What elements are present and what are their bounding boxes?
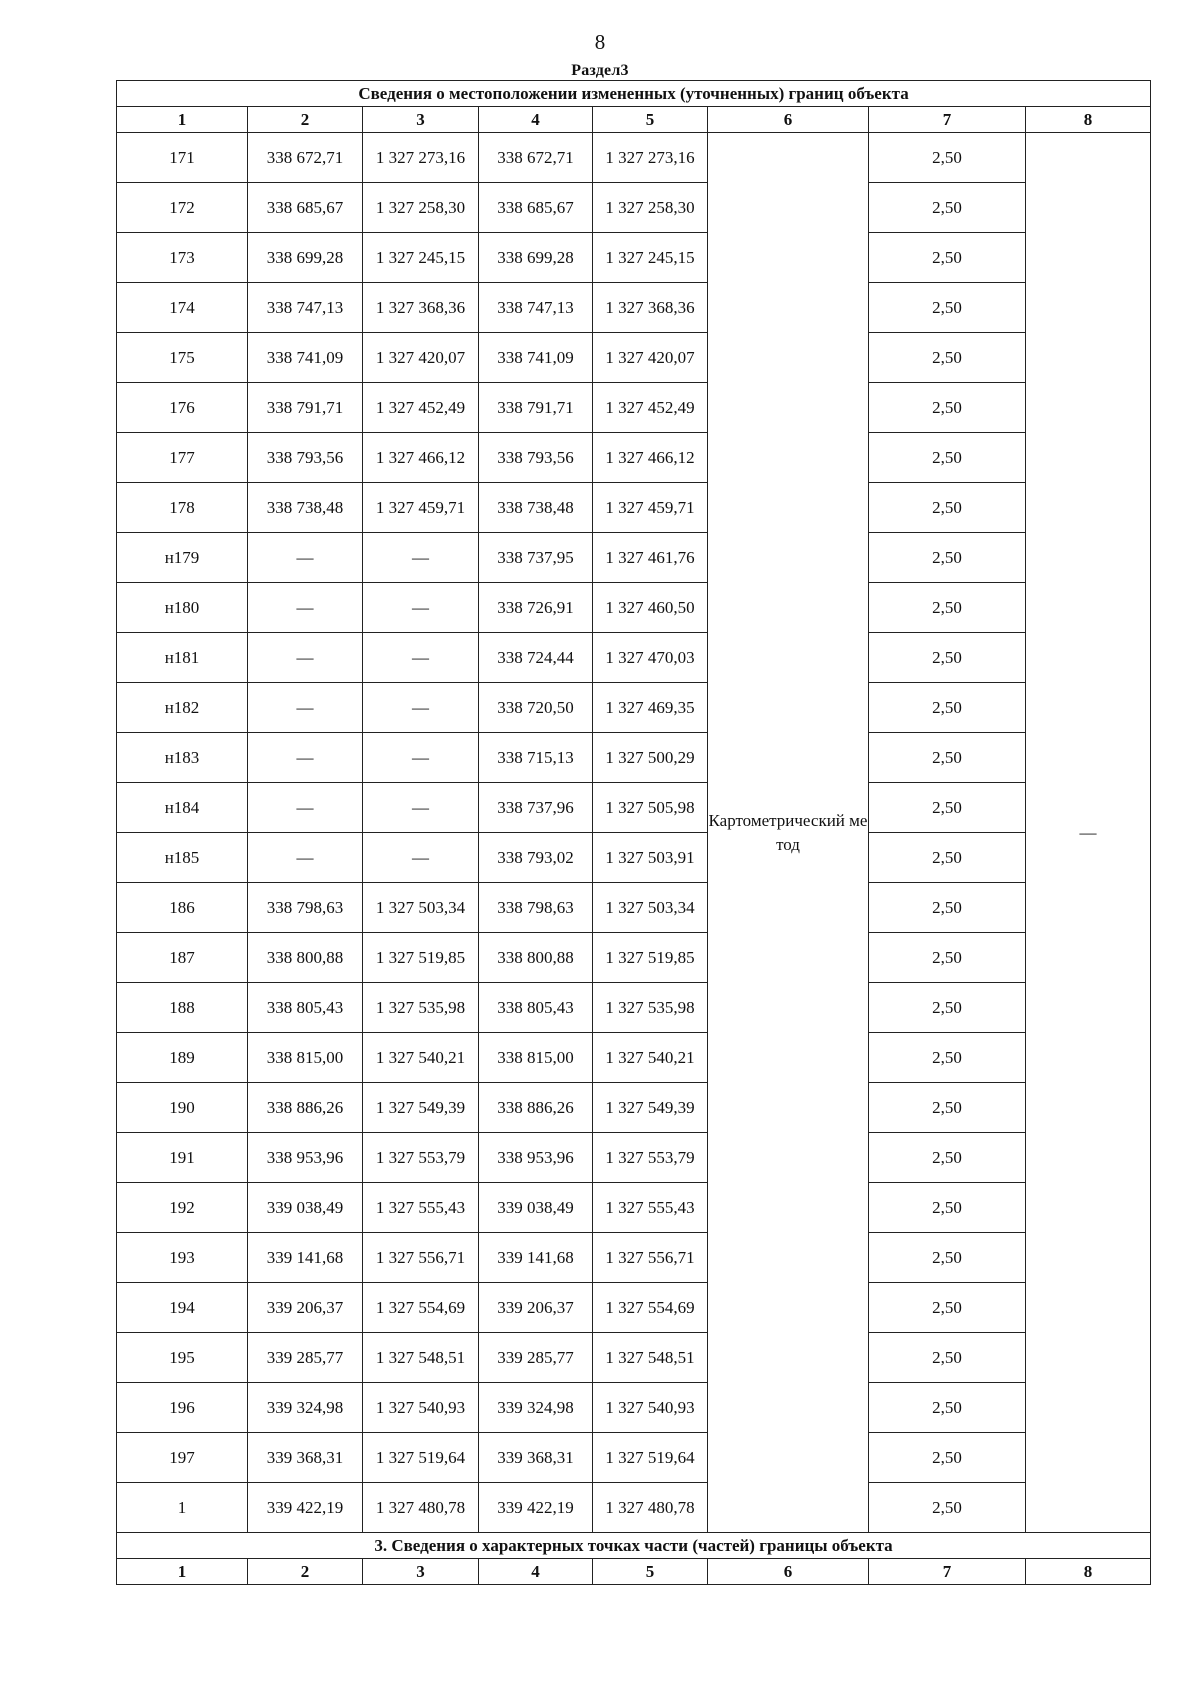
table-row: [117, 1383, 1151, 1433]
x-old-cell: 339 324,98: [248, 1383, 363, 1433]
accuracy-cell: 2,50: [869, 583, 1026, 633]
x-new-cell: 338 685,67: [479, 183, 593, 233]
y-old-cell: 1 327 555,43: [363, 1183, 479, 1233]
column-header: 6: [708, 107, 869, 133]
point-number-cell: 192: [117, 1183, 248, 1233]
point-number-cell: 191: [117, 1133, 248, 1183]
x-old-cell: 338 685,67: [248, 183, 363, 233]
point-number-cell: 1: [117, 1483, 248, 1533]
x-old-cell: 338 805,43: [248, 983, 363, 1033]
y-old-cell: 1 327 245,15: [363, 233, 479, 283]
y-new-cell: 1 327 519,64: [593, 1433, 708, 1483]
accuracy-cell: 2,50: [869, 383, 1026, 433]
table-row: [117, 1333, 1151, 1383]
column-header: 8: [1026, 1559, 1151, 1585]
accuracy-cell: 2,50: [869, 433, 1026, 483]
accuracy-cell: 2,50: [869, 1083, 1026, 1133]
point-number-cell: 190: [117, 1083, 248, 1133]
x-old-cell: 338 791,71: [248, 383, 363, 433]
x-old-cell: 339 422,19: [248, 1483, 363, 1533]
x-new-cell: 339 422,19: [479, 1483, 593, 1533]
table-row: [117, 133, 1151, 183]
point-number-cell: 178: [117, 483, 248, 533]
x-old-cell: —: [248, 783, 363, 833]
y-new-cell: 1 327 452,49: [593, 383, 708, 433]
x-old-cell: 339 038,49: [248, 1183, 363, 1233]
y-old-cell: 1 327 503,34: [363, 883, 479, 933]
y-old-cell: 1 327 452,49: [363, 383, 479, 433]
y-new-cell: 1 327 258,30: [593, 183, 708, 233]
y-new-cell: 1 327 535,98: [593, 983, 708, 1033]
y-old-cell: —: [363, 633, 479, 683]
x-new-cell: 338 699,28: [479, 233, 593, 283]
x-old-cell: 339 206,37: [248, 1283, 363, 1333]
table-row: [117, 733, 1151, 783]
point-number-cell: 196: [117, 1383, 248, 1433]
column-header: 2: [248, 1559, 363, 1585]
subsection-header-row: [117, 1559, 1151, 1585]
y-old-cell: —: [363, 783, 479, 833]
x-old-cell: 338 793,56: [248, 433, 363, 483]
table-row: [117, 1133, 1151, 1183]
y-old-cell: 1 327 273,16: [363, 133, 479, 183]
column-header: 7: [869, 107, 1026, 133]
x-new-cell: 338 791,71: [479, 383, 593, 433]
x-old-cell: 338 953,96: [248, 1133, 363, 1183]
x-old-cell: 338 886,26: [248, 1083, 363, 1133]
x-new-cell: 338 741,09: [479, 333, 593, 383]
y-new-cell: 1 327 503,34: [593, 883, 708, 933]
accuracy-cell: 2,50: [869, 1133, 1026, 1183]
y-old-cell: 1 327 549,39: [363, 1083, 479, 1133]
x-old-cell: —: [248, 683, 363, 733]
y-new-cell: 1 327 556,71: [593, 1233, 708, 1283]
accuracy-cell: 2,50: [869, 1283, 1026, 1333]
point-number-cell: 172: [117, 183, 248, 233]
accuracy-cell: 2,50: [869, 533, 1026, 583]
x-new-cell: 338 724,44: [479, 633, 593, 683]
y-old-cell: 1 327 553,79: [363, 1133, 479, 1183]
y-new-cell: 1 327 540,21: [593, 1033, 708, 1083]
point-number-cell: 176: [117, 383, 248, 433]
accuracy-cell: 2,50: [869, 1483, 1026, 1533]
column-header: 5: [593, 107, 708, 133]
x-new-cell: 338 798,63: [479, 883, 593, 933]
accuracy-cell: 2,50: [869, 633, 1026, 683]
y-old-cell: 1 327 540,21: [363, 1033, 479, 1083]
y-new-cell: 1 327 553,79: [593, 1133, 708, 1183]
x-new-cell: 338 747,13: [479, 283, 593, 333]
point-number-cell: 173: [117, 233, 248, 283]
point-number-cell: н182: [117, 683, 248, 733]
table-row: [117, 183, 1151, 233]
table-row: [117, 283, 1151, 333]
table-row: [117, 333, 1151, 383]
point-number-cell: 174: [117, 283, 248, 333]
y-old-cell: 1 327 459,71: [363, 483, 479, 533]
x-new-cell: 338 793,02: [479, 833, 593, 883]
x-old-cell: 338 699,28: [248, 233, 363, 283]
y-new-cell: 1 327 460,50: [593, 583, 708, 633]
accuracy-cell: 2,50: [869, 1433, 1026, 1483]
x-new-cell: 339 324,98: [479, 1383, 593, 1433]
point-number-cell: 195: [117, 1333, 248, 1383]
point-number-cell: 193: [117, 1233, 248, 1283]
column-header: 3: [363, 1559, 479, 1585]
column-header: 3: [363, 107, 479, 133]
point-number-cell: н184: [117, 783, 248, 833]
x-old-cell: 338 798,63: [248, 883, 363, 933]
x-new-cell: 339 285,77: [479, 1333, 593, 1383]
y-old-cell: 1 327 548,51: [363, 1333, 479, 1383]
section-title: Раздел3: [571, 62, 629, 79]
x-new-cell: 339 141,68: [479, 1233, 593, 1283]
y-new-cell: 1 327 554,69: [593, 1283, 708, 1333]
y-old-cell: 1 327 368,36: [363, 283, 479, 333]
point-number-cell: 175: [117, 333, 248, 383]
table-row: [117, 433, 1151, 483]
subsection-caption: 3. Сведения о характерных точках части (частей) границы объекта: [117, 1533, 1151, 1559]
note-cell: —: [1026, 133, 1151, 1533]
accuracy-cell: 2,50: [869, 933, 1026, 983]
point-number-cell: 177: [117, 433, 248, 483]
x-new-cell: 338 805,43: [479, 983, 593, 1033]
point-number-cell: 187: [117, 933, 248, 983]
point-number-cell: н181: [117, 633, 248, 683]
table-row: [117, 933, 1151, 983]
x-new-cell: 339 038,49: [479, 1183, 593, 1233]
table-row: [117, 783, 1151, 833]
x-new-cell: 339 368,31: [479, 1433, 593, 1483]
accuracy-cell: 2,50: [869, 483, 1026, 533]
y-old-cell: 1 327 480,78: [363, 1483, 479, 1533]
column-header: 2: [248, 107, 363, 133]
x-new-cell: 339 206,37: [479, 1283, 593, 1333]
table-row: [117, 683, 1151, 733]
accuracy-cell: 2,50: [869, 733, 1026, 783]
x-new-cell: 338 953,96: [479, 1133, 593, 1183]
accuracy-cell: 2,50: [869, 833, 1026, 883]
point-number-cell: 171: [117, 133, 248, 183]
accuracy-cell: 2,50: [869, 1183, 1026, 1233]
x-new-cell: 338 800,88: [479, 933, 593, 983]
y-new-cell: 1 327 461,76: [593, 533, 708, 583]
point-number-cell: 194: [117, 1283, 248, 1333]
x-new-cell: 338 793,56: [479, 433, 593, 483]
accuracy-cell: 2,50: [869, 233, 1026, 283]
x-old-cell: 339 285,77: [248, 1333, 363, 1383]
table-row: [117, 1033, 1151, 1083]
column-header: 1: [117, 107, 248, 133]
column-header: 4: [479, 1559, 593, 1585]
point-number-cell: н183: [117, 733, 248, 783]
x-new-cell: 338 886,26: [479, 1083, 593, 1133]
y-new-cell: 1 327 470,03: [593, 633, 708, 683]
boundary-table: [116, 80, 1151, 1585]
y-new-cell: 1 327 459,71: [593, 483, 708, 533]
x-old-cell: —: [248, 633, 363, 683]
y-new-cell: 1 327 368,36: [593, 283, 708, 333]
accuracy-cell: 2,50: [869, 333, 1026, 383]
accuracy-cell: 2,50: [869, 133, 1026, 183]
point-number-cell: 197: [117, 1433, 248, 1483]
accuracy-cell: 2,50: [869, 883, 1026, 933]
y-old-cell: —: [363, 683, 479, 733]
table-row: [117, 983, 1151, 1033]
column-header: 5: [593, 1559, 708, 1585]
x-new-cell: 338 715,13: [479, 733, 593, 783]
y-old-cell: —: [363, 733, 479, 783]
accuracy-cell: 2,50: [869, 1233, 1026, 1283]
y-new-cell: 1 327 466,12: [593, 433, 708, 483]
y-new-cell: 1 327 469,35: [593, 683, 708, 733]
x-old-cell: —: [248, 733, 363, 783]
y-old-cell: 1 327 540,93: [363, 1383, 479, 1433]
y-new-cell: 1 327 549,39: [593, 1083, 708, 1133]
y-new-cell: 1 327 519,85: [593, 933, 708, 983]
point-number-cell: н179: [117, 533, 248, 583]
y-new-cell: 1 327 245,15: [593, 233, 708, 283]
page-number: 8: [594, 30, 606, 54]
column-header: 4: [479, 107, 593, 133]
y-new-cell: 1 327 555,43: [593, 1183, 708, 1233]
y-old-cell: 1 327 554,69: [363, 1283, 479, 1333]
y-old-cell: 1 327 466,12: [363, 433, 479, 483]
point-number-cell: н180: [117, 583, 248, 633]
table-row: [117, 383, 1151, 433]
y-old-cell: 1 327 258,30: [363, 183, 479, 233]
y-new-cell: 1 327 503,91: [593, 833, 708, 883]
y-old-cell: —: [363, 583, 479, 633]
table-caption-row: [117, 81, 1151, 107]
accuracy-cell: 2,50: [869, 983, 1026, 1033]
y-old-cell: 1 327 535,98: [363, 983, 479, 1033]
accuracy-cell: 2,50: [869, 1383, 1026, 1433]
point-number-cell: н185: [117, 833, 248, 883]
x-new-cell: 338 737,95: [479, 533, 593, 583]
column-header-row: [117, 107, 1151, 133]
x-old-cell: 338 800,88: [248, 933, 363, 983]
x-old-cell: 339 368,31: [248, 1433, 363, 1483]
y-new-cell: 1 327 500,29: [593, 733, 708, 783]
y-old-cell: —: [363, 833, 479, 883]
table-row: [117, 883, 1151, 933]
x-old-cell: —: [248, 583, 363, 633]
x-old-cell: 338 741,09: [248, 333, 363, 383]
table-row: [117, 1233, 1151, 1283]
accuracy-cell: 2,50: [869, 283, 1026, 333]
x-old-cell: 338 815,00: [248, 1033, 363, 1083]
x-new-cell: 338 738,48: [479, 483, 593, 533]
point-number-cell: 188: [117, 983, 248, 1033]
column-header: 8: [1026, 107, 1151, 133]
y-old-cell: —: [363, 533, 479, 583]
table-row: [117, 1433, 1151, 1483]
accuracy-cell: 2,50: [869, 683, 1026, 733]
point-number-cell: 189: [117, 1033, 248, 1083]
x-new-cell: 338 672,71: [479, 133, 593, 183]
y-old-cell: 1 327 420,07: [363, 333, 479, 383]
y-new-cell: 1 327 420,07: [593, 333, 708, 383]
accuracy-cell: 2,50: [869, 1333, 1026, 1383]
table-row: [117, 483, 1151, 533]
table-row: [117, 1483, 1151, 1533]
y-new-cell: 1 327 480,78: [593, 1483, 708, 1533]
table-row: [117, 1083, 1151, 1133]
table-row: [117, 533, 1151, 583]
table-caption: Сведения о местоположении измененных (уточненных) границ объекта: [117, 81, 1151, 107]
table-row: [117, 583, 1151, 633]
x-new-cell: 338 815,00: [479, 1033, 593, 1083]
x-old-cell: 338 747,13: [248, 283, 363, 333]
y-new-cell: 1 327 548,51: [593, 1333, 708, 1383]
method-cell: Картометрический метод: [708, 133, 869, 1533]
table-row: [117, 1283, 1151, 1333]
x-old-cell: 339 141,68: [248, 1233, 363, 1283]
table-row: [117, 1183, 1151, 1233]
column-header: 1: [117, 1559, 248, 1585]
y-new-cell: 1 327 540,93: [593, 1383, 708, 1433]
y-new-cell: 1 327 273,16: [593, 133, 708, 183]
x-new-cell: 338 720,50: [479, 683, 593, 733]
accuracy-cell: 2,50: [869, 783, 1026, 833]
column-header: 7: [869, 1559, 1026, 1585]
x-old-cell: 338 672,71: [248, 133, 363, 183]
accuracy-cell: 2,50: [869, 183, 1026, 233]
table-row: [117, 633, 1151, 683]
x-old-cell: —: [248, 833, 363, 883]
x-new-cell: 338 737,96: [479, 783, 593, 833]
y-new-cell: 1 327 505,98: [593, 783, 708, 833]
point-number-cell: 186: [117, 883, 248, 933]
column-header: 6: [708, 1559, 869, 1585]
y-old-cell: 1 327 519,85: [363, 933, 479, 983]
subsection-caption-row: [117, 1533, 1151, 1559]
table-row: [117, 833, 1151, 883]
x-old-cell: —: [248, 533, 363, 583]
x-new-cell: 338 726,91: [479, 583, 593, 633]
y-old-cell: 1 327 519,64: [363, 1433, 479, 1483]
accuracy-cell: 2,50: [869, 1033, 1026, 1083]
table-row: [117, 233, 1151, 283]
x-old-cell: 338 738,48: [248, 483, 363, 533]
y-old-cell: 1 327 556,71: [363, 1233, 479, 1283]
